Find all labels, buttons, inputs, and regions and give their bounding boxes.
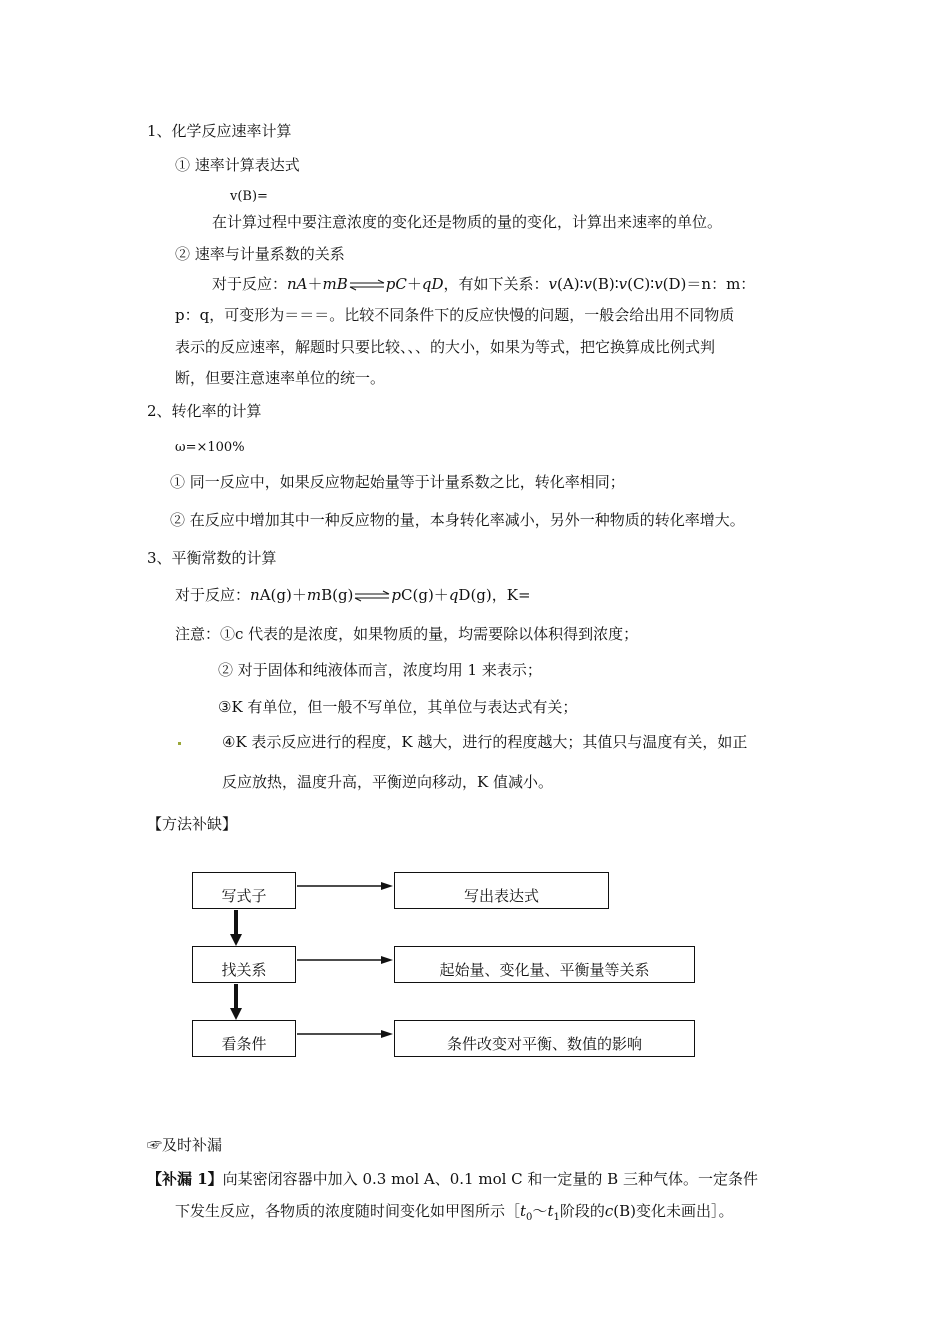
relation-paragraph-line-2: p：q，可变形为＝＝＝。比较不同条件下的反应快慢的问题，一般会给出用不同物质 <box>175 306 735 324</box>
flow-result-expression: 写出表达式 <box>394 872 609 909</box>
arrow-right-icon <box>297 882 393 890</box>
relation-paragraph-line-3: 表示的反应速率，解题时只要比较、、、的大小，如果为等式，把它换算成比例式判 <box>175 338 716 356</box>
arrow-down-icon <box>230 910 242 946</box>
flow-step-write: 写式子 <box>192 872 296 909</box>
subsection-rate-expression: ① 速率计算表达式 <box>175 156 300 174</box>
arrow-right-icon <box>297 956 393 964</box>
conversion-item-2: ② 在反应中增加其中一种反应物的量，本身转化率减小，另外一种物质的转化率增大。 <box>170 511 745 529</box>
question-1-line-1: 【补漏 1】向某密闭容器中加入 0.3 mol A、0.1 mol C 和一定量的 B 三种气体。一定条件 <box>147 1170 758 1188</box>
timely-title: ☞及时补漏 <box>147 1136 223 1154</box>
method-title: 【方法补缺】 <box>147 815 238 833</box>
k-note-4-continued: 反应放热，温度升高，平衡逆向移动，K 值减小。 <box>222 773 553 791</box>
question-1-line-2: 下发生反应，各物质的浓度随时间变化如甲图所示$[t_0\sim t_1$阶段的c(B)变化未画出］。 <box>175 1202 734 1223</box>
conversion-formula: ω=×100% <box>175 440 245 455</box>
flow-step-condition: 看条件 <box>192 1020 296 1057</box>
subsection-rate-coefficient: ② 速率与计量系数的关系 <box>175 245 345 263</box>
flow-result-quantities: 起始量、变化量、平衡量等关系 <box>394 946 695 983</box>
k-note-1: 注意：①c 代表的是浓度，如果物质的量，均需要除以体积得到浓度； <box>175 625 639 643</box>
section-2-title: 2、转化率的计算 <box>147 402 262 420</box>
section-1-title: 1、化学反应速率计算 <box>147 122 292 140</box>
rate-formula: v(B)= <box>230 189 268 204</box>
question-tag: 【补漏 1】 <box>147 1170 223 1188</box>
reaction-relation-line: 对于反应：nA＋mB pC＋qD，有如下关系：v(A)∶v(B)∶v(C)∶v(D)＝n：m： <box>212 275 756 293</box>
rate-note: 在计算过程中要注意浓度的变化还是物质的量的变化，计算出来速率的单位。 <box>212 213 723 231</box>
k-note-3: ③K 有单位，但一般不写单位，其单位与表达式有关； <box>218 698 578 716</box>
equilibrium-reaction-line: 对于反应：nA(g)＋mB(g) pC(g)＋qD(g)，K= <box>175 586 531 604</box>
arrow-down-icon <box>230 984 242 1020</box>
relation-paragraph-line-4: 断，但要注意速率单位的统一。 <box>175 369 386 387</box>
conversion-item-1: ① 同一反应中，如果反应物起始量等于计量系数之比，转化率相同； <box>170 473 625 491</box>
k-note-2: ② 对于固体和纯液体而言，浓度均用 1 来表示； <box>218 661 542 679</box>
k-note-4: ④K 表示反应进行的程度，K 越大，进行的程度越大；其值只与温度有关，如正 <box>222 733 748 751</box>
section-3-title: 3、平衡常数的计算 <box>147 549 277 567</box>
flow-step-relation: 找关系 <box>192 946 296 983</box>
flow-result-influence: 条件改变对平衡、数值的影响 <box>394 1020 695 1057</box>
arrow-right-icon <box>297 1030 393 1038</box>
